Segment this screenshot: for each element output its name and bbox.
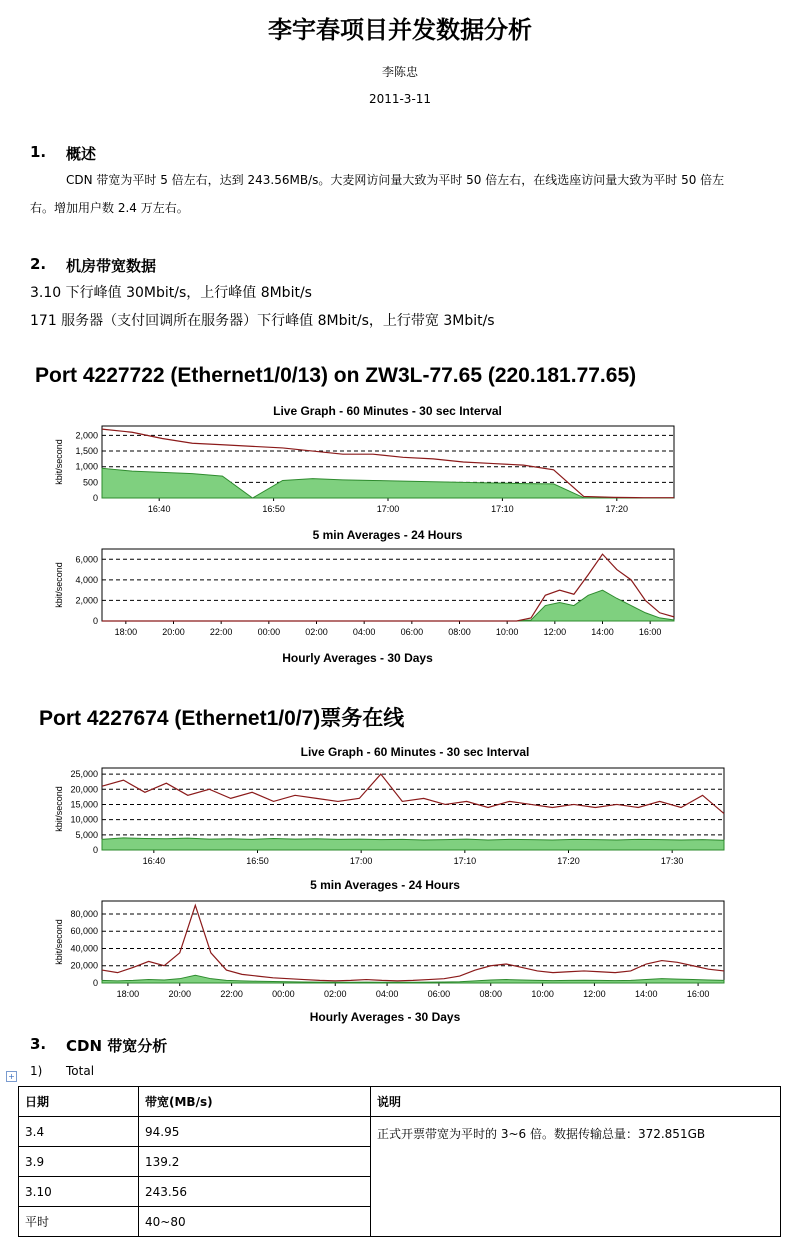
section1-paragraph-line2: 右。增加用户数 2.4 万左右。 (30, 201, 189, 215)
y-tick-label: 0 (92, 978, 98, 988)
section3-heading: CDN 带宽分析 (66, 1037, 168, 1055)
y-tick-label: 25,000 (70, 769, 98, 780)
x-tick-label: 17:10 (453, 856, 477, 866)
section2-heading: 机房带宽数据 (66, 257, 157, 275)
y-axis-label: kbit/second (54, 562, 64, 608)
graph2-avg-title: 5 min Averages - 24 Hours (310, 878, 460, 892)
x-tick-label: 17:30 (660, 856, 684, 866)
y-tick-label: 2,000 (75, 595, 98, 606)
y-axis-label: kbit/second (54, 919, 64, 965)
x-tick-label: 08:00 (479, 989, 503, 999)
graph2-hourly-title: Hourly Averages - 30 Days (309, 1010, 461, 1024)
section2-line2: 171 服务器（支付回调所在服务器）下行峰值 8Mbit/s，上行带宽 3Mbit/s (30, 313, 495, 329)
graph2-avg-chart (40, 895, 730, 1005)
x-tick-label: 10:00 (495, 627, 519, 637)
inbound-area (102, 838, 724, 850)
author: 李陈忠 (381, 65, 418, 79)
section2-line1: 3.10 下行峰值 30Mbit/s，上行峰值 8Mbit/s (30, 285, 312, 301)
x-tick-label: 22:00 (209, 627, 233, 637)
subsection-heading: Total (66, 1064, 95, 1078)
x-tick-label: 17:00 (349, 856, 373, 866)
y-tick-label: 1,500 (75, 446, 98, 457)
y-tick-label: 80,000 (70, 908, 98, 919)
x-tick-label: 20:00 (162, 627, 185, 637)
cell-date: 3.10 (19, 1177, 139, 1207)
cdn-bandwidth-table (18, 1086, 781, 1237)
cell-bandwidth: 40~80 (139, 1207, 371, 1237)
y-tick-label: 4,000 (75, 574, 98, 585)
x-tick-label: 12:00 (543, 627, 567, 637)
graph1-avg-chart (40, 543, 680, 643)
x-tick-label: 16:40 (147, 504, 171, 514)
x-tick-label: 22:00 (220, 989, 243, 999)
y-tick-label: 0 (92, 493, 98, 503)
x-tick-label: 16:00 (638, 627, 662, 637)
y-tick-label: 20,000 (70, 960, 98, 971)
y-axis-label: kbit/second (54, 786, 64, 832)
y-tick-label: 60,000 (70, 926, 98, 937)
date: 2011-3-11 (368, 92, 432, 106)
x-tick-label: 18:00 (116, 989, 140, 999)
header-bandwidth: 带宽(MB/s) (139, 1087, 371, 1117)
cell-date: 3.9 (19, 1147, 139, 1177)
cell-date: 3.4 (19, 1117, 139, 1147)
cell-bandwidth: 139.2 (139, 1147, 371, 1177)
x-tick-label: 04:00 (352, 627, 376, 637)
graph2-live-title: Live Graph - 60 Minutes - 30 sec Interval (300, 745, 530, 759)
x-tick-label: 08:00 (448, 627, 471, 637)
section1-heading: 概述 (66, 145, 97, 163)
y-tick-label: 2,000 (75, 430, 98, 441)
x-tick-label: 16:40 (142, 856, 166, 866)
cell-bandwidth: 94.95 (139, 1117, 371, 1147)
x-tick-label: 17:10 (491, 504, 514, 514)
graph1-port-title: Port 4227722 (Ethernet1/0/13) on ZW3L-77.65 (220.181.77.65) (35, 364, 637, 387)
subsection-number: 1) (30, 1064, 43, 1078)
graph2-live-chart (40, 762, 730, 872)
graph2-port-title: Port 4227674 (Ethernet1/0/7)票务在线 (39, 707, 405, 730)
x-tick-label: 04:00 (375, 989, 399, 999)
x-tick-label: 14:00 (591, 627, 614, 637)
table-row (19, 1117, 781, 1147)
x-tick-label: 12:00 (583, 989, 606, 999)
y-tick-label: 0 (92, 845, 98, 855)
x-tick-label: 16:50 (262, 504, 285, 514)
x-tick-label: 16:00 (686, 989, 710, 999)
x-tick-label: 00:00 (257, 627, 281, 637)
y-tick-label: 20,000 (70, 784, 98, 795)
x-tick-label: 20:00 (168, 989, 192, 999)
x-tick-label: 06:00 (400, 627, 424, 637)
y-tick-label: 10,000 (70, 814, 98, 825)
x-tick-label: 18:00 (114, 627, 138, 637)
header-description: 说明 (371, 1087, 781, 1117)
table-move-handle[interactable]: + (6, 1071, 17, 1082)
x-tick-label: 17:00 (376, 504, 400, 514)
y-tick-label: 40,000 (70, 943, 98, 954)
x-tick-label: 17:20 (557, 856, 580, 866)
x-tick-label: 16:50 (246, 856, 269, 866)
graph1-hourly-title: Hourly Averages - 30 Days (282, 651, 433, 665)
graph1-live-title: Live Graph - 60 Minutes - 30 sec Interval (273, 404, 502, 418)
y-tick-label: 1,000 (75, 461, 98, 472)
y-tick-label: 500 (82, 477, 98, 488)
header-date: 日期 (19, 1087, 139, 1117)
y-tick-label: 6,000 (75, 554, 98, 565)
section1-number: 1. (30, 143, 47, 161)
graph1-live-chart (40, 420, 680, 520)
y-axis-label: kbit/second (54, 439, 64, 485)
section2-number: 2. (30, 255, 47, 273)
x-tick-label: 14:00 (634, 989, 658, 999)
graph1-avg-title: 5 min Averages - 24 Hours (312, 528, 463, 542)
section1-paragraph-line1: CDN 带宽为平时 5 倍左右，达到 243.56MB/s。大麦网访问量大致为平时 50 倍左右，在线选座访问量大致为平时 50 倍左 (66, 173, 725, 187)
x-tick-label: 00:00 (272, 989, 295, 999)
x-tick-label: 17:20 (605, 504, 629, 514)
y-tick-label: 0 (92, 616, 98, 626)
plot-frame (102, 768, 724, 850)
cell-date: 平时 (19, 1207, 139, 1237)
table-header-row (19, 1087, 781, 1117)
x-tick-label: 02:00 (305, 627, 328, 637)
x-tick-label: 02:00 (323, 989, 347, 999)
y-tick-label: 15,000 (70, 799, 98, 810)
cell-description: 正式开票带宽为平时的 3~6 倍。数据传输总量：372.851GB (371, 1117, 781, 1237)
cell-bandwidth: 243.56 (139, 1177, 371, 1207)
section3-number: 3. (30, 1035, 47, 1053)
x-tick-label: 06:00 (427, 989, 451, 999)
y-tick-label: 5,000 (75, 829, 98, 840)
document-title: 李宇春项目并发数据分析 (268, 16, 532, 44)
x-tick-label: 10:00 (531, 989, 554, 999)
